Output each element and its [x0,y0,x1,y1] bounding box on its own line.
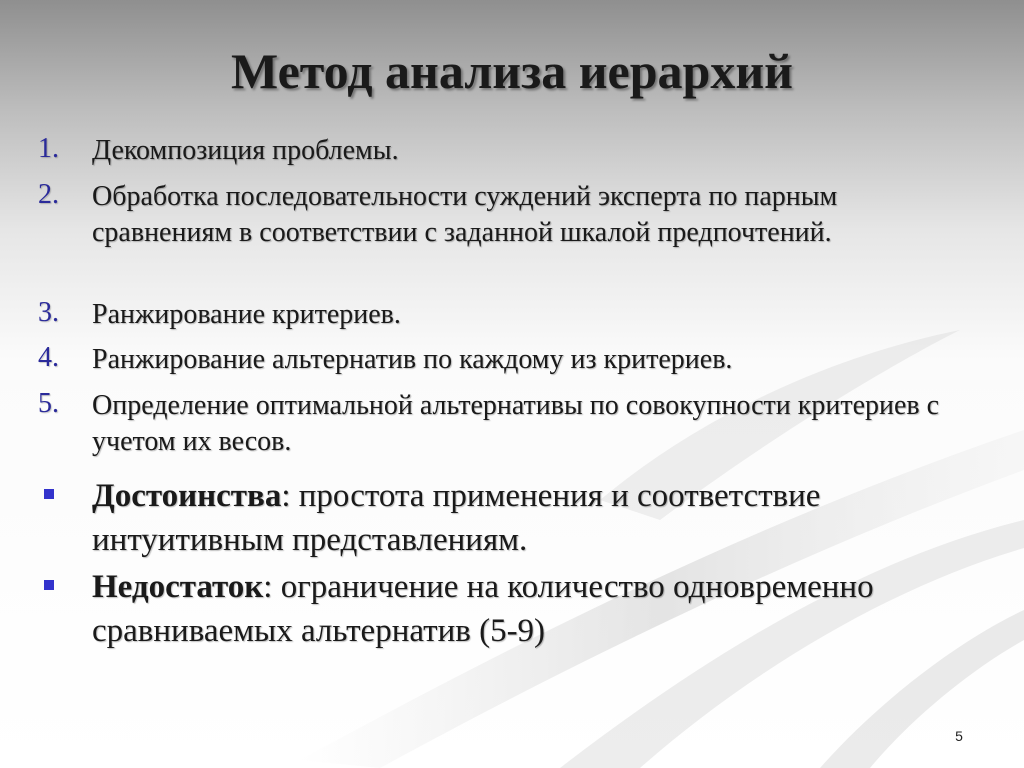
bullet-text [92,565,992,653]
item-text: Декомпозиция проблемы. [92,135,399,166]
item-number: 2. [38,179,59,210]
square-bullet-icon [44,489,54,499]
item-number: 4. [38,342,59,373]
item-text: Определение оптимальной альтернативы по совокупности критериев с учетом их весов. [92,390,940,457]
bullet-description: простота применения и соответствие интуитивным представлениям. [92,478,821,558]
page-number: 5 [955,728,963,744]
item-text: Ранжирование критериев. [92,299,401,330]
bullet-separator: : [281,478,291,514]
item-number: 1. [38,133,59,164]
item-number: 5. [38,388,59,419]
bullet-text [92,474,992,562]
item-number: 3. [38,297,59,328]
bullet-term: Недостаток [92,569,264,605]
bullet-term: Достоинства [92,478,282,514]
item-text: Обработка последовательности суждений эксперта по парным сравнениям в соответствии с заданной шкалой предпочтений. [92,181,838,248]
bullet-separator: : [263,569,273,605]
item-text: Ранжирование альтернатив по каждому из критериев. [92,344,733,375]
slide-title: Метод анализа иерархий [231,43,793,99]
bullet-description: ограничение на количество одновременно сравниваемых альтернатив (5-9) [92,569,874,649]
square-bullet-icon [44,580,54,590]
